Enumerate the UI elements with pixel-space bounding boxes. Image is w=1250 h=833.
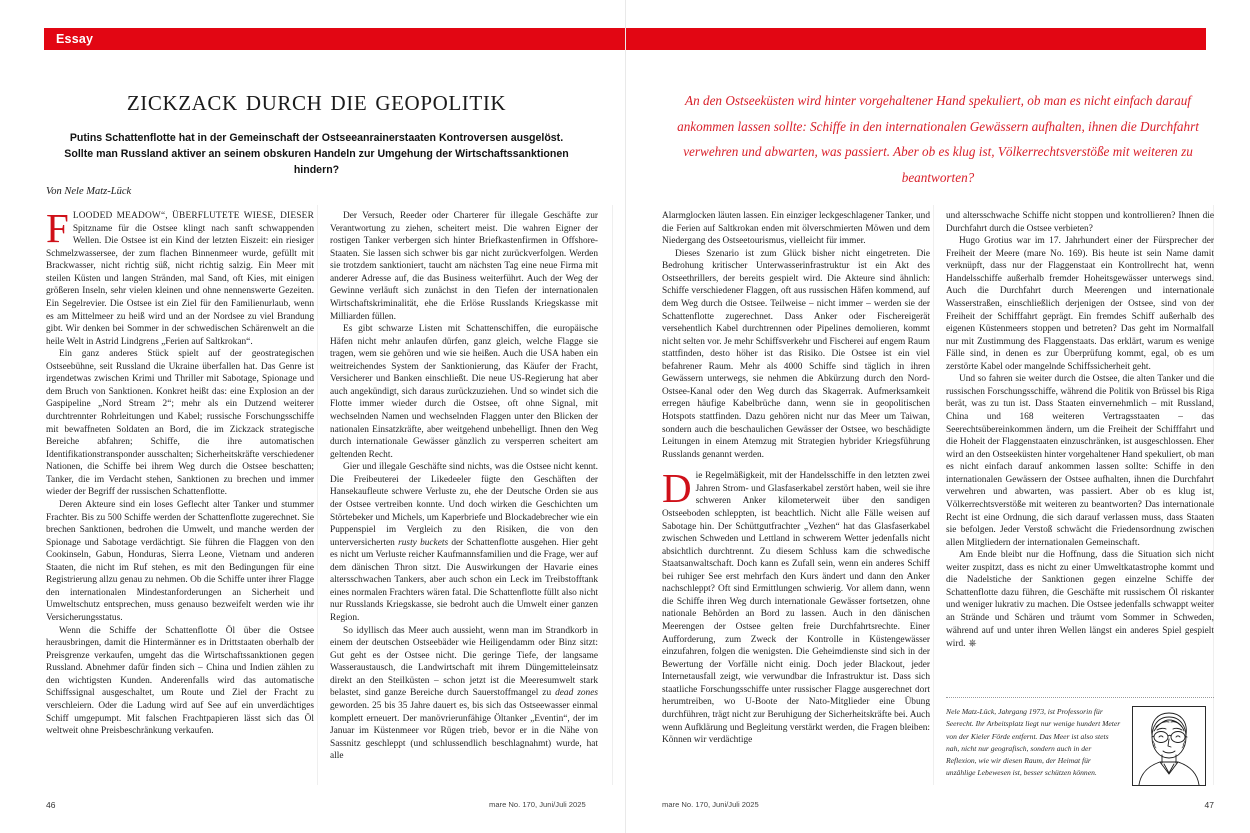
paragraph: Alarmglocken läuten lassen. Ein einziger leckgeschlagener Tanker, und die Ferien auf Saltkrokan enden mit ölverschmierten Möwen und dem Niedergang des Ostseetourismus, vielleicht für immer. (662, 211, 930, 247)
text-column-3 (662, 210, 930, 785)
headline-block (44, 84, 589, 178)
drop-cap-d: D (662, 465, 692, 512)
text-column-2 (330, 210, 598, 785)
paragraph-text: sandigen Ostseeboden schleppten, ist beachtlich. Nicht alle Fälle weisen auf Sabotage hin. Der Schüttgutfrachter „Vezhen“ hat das Glasfaserkabel zwischen Schweden und Lettland in schwerem Wetter jedenfalls nicht absichtlich durchtrennt. Zu diesem Schluss kam die schwedische Staatsanwaltschaft. Doch kann es Zufall sein, wenn ein anderes Schiff bei ruhiger See erst mehrfach den Kurs ändert und dann den Anker nachschleppt? Oft sind Ermittlungen schwierig. Vor allem dann, wenn die Schiffe ihren Weg durch internationale Gewässer fortsetzen, ohne nationale Behörden an Bord zu lassen. Auch in den dänischen Meerengen der Ostsee gelten freie Durchfahrtsrechte. Einer Aufforderung, zum Zweck der Kontrolle in Küstengewässer einzufahren, folgen die wenigsten. Die Geheimdienste sind sich in der Bewertung der Vorfälle nicht einig. Doch jeder Blackout, jeder Internetausfall zeigt, wie verwundbar die Infrastruktur ist. Dass sich staatliche Forschungsschiffe unter russischer Flagge ausgerechnet dort herumtreiben, wo U-Boote der Nato-Mitglieder eine Übung durchführen, trägt nicht zur Beruhigung der Sicherheitskräfte bei. Auch wenn Aufklärung und Begleitung verstärkt werden, die Fragen bleiben: Können wir verdächtige (662, 496, 930, 746)
column-rule-3 (933, 205, 934, 785)
author-portrait (1132, 706, 1206, 786)
paragraph: Dieses Szenario ist zum Glück bisher nicht eingetreten. Die Bedrohung kritischer Unterwasserinfrastruktur ist ein Akt des Ostseethrillers, der bereits gespielt wird. Die Akteure sind ähnlich: Schiffe verschiedener Flaggen, oft aus russischen Häfen kommend, auf dem Weg durch die Ostsee. Teilweise – nicht immer – werden sie der Schattenflotte zugerechnet. Dass Anker oder Fischereigerät versehentlich Kabel durchtrennen oder Pipelines demolieren, kommt nicht selten vor. Je mehr Schiffsverkehr und Fischerei auf engem Raum stattfinden, desto höher ist das Risiko. Die Ostsee ist ein viel befahrener Raum. Mehr als 4000 Schiffe sind täglich in ihren Gewässern unterwegs, sie nehmen die Abkürzung durch den Nord-Ostsee-Kanal oder den Weg durch das Skagerrak. Aufmerksamkeit erregen häufige Kabelbrüche dann, wenn sie in geopolitischen Hotspots stattfinden. Dazu gehören nicht nur das Meer um Taiwan, sondern auch die beschaulichen Gewässer der Ostsee, wo beschädigte Leitungen in einem Atemzug mit Strategien hybrider Kriegsführung Russlands genannt werden. (662, 248, 930, 460)
folio-right: 47 (1204, 800, 1214, 810)
paragraph: Wenn die Schiffe der Schattenflotte Öl über die Ostsee herausbringen, damit die Hintermänner es in Drittstaaten oberhalb der Preisgrenze verkaufen, umgeht das die Wirtschaftssanktionen gegen Russland. Abnehmer dafür finden sich – China und Indien zählen zu den wichtigsten Kunden. Anderenfalls wird das automatische Schiffssignal ausgeschaltet, um Route und Ziel der Fracht zu verschleiern. Oder die Ladung wird auf See auf ein unverdächtiges Schiff umgepumpt. Mit falschen Frachtpapieren lässt sich das Öl weltweit ohne Preisbeschränkung verkaufen. (46, 625, 314, 737)
paragraph: und altersschwache Schiffe nicht stoppen und kontrollieren? Ihnen die Durchfahrt durch die Ostsee verbieten? (946, 211, 1214, 234)
bio-divider (946, 697, 1214, 698)
imprint-left: mare No. 170, Juni/Juli 2025 (489, 800, 586, 809)
paragraph (330, 625, 598, 763)
column-rule-2 (612, 205, 613, 785)
paragraph-text: Spitzname für die Ostsee klingt nach sanft schwappenden Wellen. Die Ostsee ist ein Kind der letzten Eiszeit: ein riesiger Schmelzwassersee, der zum flachen Binnenmeer wurde, gefüllt mit Brackwasser, nicht richtig süß, nicht richtig salzig. Ein Meer mit steilen Küsten und langen Stränden, mal Sand, oft Kies, mit einigen größeren Inseln, sehr vielen kleinen und ohne nennenswerte Gezeiten. Ein Segelrevier. Die Ostsee ist ein Ziel für den Familienurlaub, wenn es am Mittelmeer zu heiß wird und an der Nordsee zu viel Brandung gibt. Wir denken bei Sommer in der schwedischen Schärenwelt an die heile Welt in Astrid Lindgrens „Ferien auf Saltkrokan“. (46, 223, 314, 347)
pull-quote: An den Ostseeküsten wird hinter vorgehaltener Hand spekuliert, ob man es nicht einfach darauf ankommen lassen sollte: Schiffe in den internationalen Gewässern aufhalten, ihnen die Durchfahrt verwehren und abwarten, was passiert. Aber ob es klug ist, Völkerrechtsverstöße mit weiteren zu beantworten? (677, 93, 1199, 186)
rubric-label: Essay (56, 32, 94, 46)
standfirst-line-1: Putins Schattenflotte hat in der Gemeinschaft der Ostseeanrainerstaaten Kontroversen ausgelöst. (69, 132, 564, 144)
paragraph: Hugo Grotius war im 17. Jahrhundert einer der Fürsprecher der Freiheit der Meere (mare No. 169). Bis heute ist sein Name damit verknüpft, dass nur der Flaggenstaat ein Kontrollrecht hat, wenn Handelsschiffe außerhalb fremder Hoheitsgewässer unterwegs sind. Auch die Durchfahrt durch Meerengen und internationale Wasserstraßen, einschließlich derjenigen der Ostsee, sind von der Freiheit der Schifffahrt geprägt. Ein fremdes Schiff außerhalb des eigenen Küstenmeers stoppen und betreten? Das geht im Normalfall nur mit Zustimmung des Flaggenstaats. Das erklärt, warum es wenige Fälle sind, in denen es zur Überprüfung kommt, egal, ob es um zerstörte Kabel oder mangelnde Schiffssicherheit geht. (946, 236, 1214, 372)
column-rule-1 (317, 205, 318, 785)
italic-term: dead zones (555, 688, 598, 699)
paragraph: Es gibt schwarze Listen mit Schattenschiffen, die europäische Häfen nicht mehr anlaufen dürfen, ganz gleich, welche Flagge sie tragen, wem sie gehören und wie sie heißen. Auch die USA haben ein weitreichendes System der Sanktionierung, das Käufer der Fracht, Versicherer und Banken einschließt. Die neue US-Regierung hat aber auch angekündigt, sich daraus zurückzuziehen. Und so windet sich die Flotte immer wieder durch die Ostsee, oft ohne Signal, mit wechselnden Namen und wechselnden Flaggen unter den Blicken der nationalen Einsatzkräfte, aber weitgehend unbehelligt. Ihnen den Weg durch internationale Gewässer gänzlich zu versperren scheitert am geltenden Recht. (330, 324, 598, 460)
page-gutter (625, 0, 626, 833)
paragraph-text: geworden. 25 bis 35 Jahre dauert es, bis sich das Ostseewasser einmal komplett erneuert. Der manövrierunfähige Öltanker „Eventin“, der im Januar im Küstenmeer vor Rügen trieb, bevor er in die Nähe von Sassnitz geschleppt (und schlussendlich beschlagnahmt) wurde, hat alle (330, 700, 598, 762)
paragraph-text: So idyllisch das Meer auch aussieht, wenn man im Strandkorb in einem der deutschen Ostseebäder wie Heiligendamm oder Binz sitzt: Gut geht es der Ostsee nicht. Die geringe Tiefe, der langsame Wasseraustausch, die Landwirtschaft mit ihrem Düngemitteleinsatz direkt an den Steilküsten – schon jetzt ist die Meeresumwelt stark belastet, sind ganze Bereiche durch Sauerstoffmangel zu (330, 625, 598, 699)
paragraph-text: ie Regelmäßigkeit, mit der Handelsschiffe in den letzten zwei Jahren Strom- und Glasfaserkabel zerstört haben, weil sie ihre schweren Anker kilometerweit über den (695, 471, 930, 507)
paragraph-text: Gier und illegale Geschäfte sind nichts, was die Ostsee nicht kennt. Die Freibeuterei der Likedeeler fügte den Geschäften der Hansekaufleute schwere Verluste zu, ehe der Deutsche Orden sie aus der Ostsee vertreiben konnte. Und doch wirken die Geschichten um Störtebeker und Michels, um Kaperbriefe und Blockadebrecher wie ein Puppenspiel im Vergleich zu den Risiken, die von den unterversicherten (330, 462, 598, 548)
paragraph: Der Versuch, Reeder oder Charterer für illegale Geschäfte zur Verantwortung zu ziehen, scheitert meist. Die wahren Eigner der rostigen Tanker verbergen sich hinter Briefkastenfirmen in Offshore-Staaten. Sie lassen sich schwer bis gar nicht zurückverfolgen. Werden sie trotzdem sanktioniert, taucht am nächsten Tag eine neue Firma mit anderer Adresse auf, die das Business weiterführt. Auch der Weg der Gewinne verläuft sich zunächst in den Tiefen der internationalen Wirtschaftskriminalität, ehe die Erlöse Russlands Kriegskasse mit Milliarden füllen. (330, 211, 598, 322)
text-column-4 (946, 210, 1214, 710)
paragraph: Deren Akteure sind ein loses Geflecht alter Tanker und stummer Frachter. Bis zu 500 Schiffe werden der Schattenflotte zugerechnet. Sie brechen Sanktionen, bedrohen die Umwelt, und manche werden der Spionage und Sabotage verdächtigt. Sie führen die Flaggen von den Cookinseln, Gabun, Honduras, Sierra Leone, Vietnam und anderen Staaten, die nicht im Ruf stehen, es mit den Bedingungen für eine Registrierung allzu genau zu nehmen. Ob die Schiffe unter ihrer Flagge den internationalen Mindestanforderungen an Sicherheit und Umweltschutz entsprechen, muss genauso bezweifelt werden wie ihr Versicherungsstatus. (46, 499, 314, 623)
end-of-article-glyph: ⎈ (968, 638, 977, 650)
imprint-right: mare No. 170, Juni/Juli 2025 (662, 800, 759, 809)
author-bio (946, 706, 1214, 786)
paragraph: Und so fahren sie weiter durch die Ostsee, die alten Tanker und die russischen Forschungsschiffe, während die Politik von Brüssel bis Riga berät, was zu tun ist. Dass Staaten einvernehmlich – mit Russland, China und 168 weiteren Vertragsstaaten – das Seerechtsübereinkommen ändern, um die Freiheit der Schifffahrt und die Hoheit der Flaggenstaaten einzuschränken, ist ausgeschlossen. Eher wird an den Ostseeküsten hinter vorgehaltener Hand spekuliert, ob man es nicht einfach darauf ankommen lassen sollte: Schiffe in den internationalen Gewässern der Ostsee aufhalten, ihnen die Durchfahrt verwehren und abwarten, was passiert. Aber ob es klug ist, Völkerrechtsverstöße mit weiteren zu beantworten? Das internationale Recht ist eine Ordnung, die sich darauf verlassen muss, dass Staaten sie befolgen. Jeder Verstoß schwächt die Friedensordnung zwischen allen Mitgliedern der internationalen Gemeinschaft. (946, 374, 1214, 548)
italic-term: rusty buckets (398, 537, 449, 548)
paragraph: Ein ganz anderes Stück spielt auf der geostrategischen Ostseebühne, seit Russland die Ukraine überfallen hat. Das Genre ist irgendetwas zwischen Krimi und Thriller mit Sabotage, Spionage und dem Bruch von Sanktionen. Konkret heißt das: eine Explosion an der Gaspipeline „Nord Stream 2“; mehr als ein Dutzend weiterer durchtrennter Rohrleitungen und Kabel; russische Forschungsschiffe mit bewaffneten Soldaten an Bord, die im Zickzack strategische Bereiche abfahren; Schiffe, die ihre automatischen Identifikationstransponder ausschalten; Sicherheitskräfte verschiedener Nationen, die Schiffe bei ihrem Weg durch die Ostsee beschatten; Tanker, die im Verdacht stehen, Sanktionen zu brechen und immer wieder der Begriff der russischen Schattenflotte. (46, 349, 314, 498)
paragraph (46, 205, 314, 348)
paragraph-text: der Schattenflotte ausgehen. Hier geht es nicht um Verluste reicher Kaufmannsfamilien und die Frage, wer auf dem dänischen Thron sitzt. Die Auswirkungen der Havarie eines altersschwachen Tankers, aber auch schon ein Leck im Treibstofftank eines normalen Frachters wären fatal. Die Schattenflotte füllt also nicht nur Russlands Kriegskasse, sie bedroht auch die Umwelt einer ganzen Region. (330, 537, 598, 623)
lead-smallcaps: LOODED MEADOW“, ÜBERFLUTETE WIESE, DIESER (72, 211, 314, 221)
paragraph (946, 549, 1214, 651)
text-column-1 (46, 205, 314, 785)
portrait-illustration (1133, 707, 1205, 785)
byline: Von Nele Matz-Lück (46, 186, 132, 197)
paragraph-text: Am Ende bleibt nur die Hoffnung, dass die Situation sich nicht weiter zuspitzt, dass es nicht zu einer Umweltkatastrophe kommt und die Nadelstiche der Sanktionen gegen einzelne Schiffe der Schattenflotte dazu führen, die Geschäfte mit russischem Öl riskanter und weniger lukrativ zu machen. Die Ostsee jedenfalls schwappt weiter an Strände und Schären und träumt vom Sommer in Schweden, während auf und unter ihren Wellen längst ein anderes Spiel gespielt wird. (946, 550, 1214, 650)
page-title: zickzack durch die geopolitik (126, 84, 507, 117)
paragraph (662, 465, 930, 746)
standfirst-line-2: Sollte man Russland aktiver an seinem obskuren Handeln zur Umgehung der Wirtschaftssanktionen hindern? (64, 148, 569, 177)
author-bio-text: Nele Matz-Lück, Jahrgang 1973, ist Professorin für Seerecht. Ihr Arbeitsplatz liegt nur wenige hundert Meter von der Kieler Förde entfernt. Das Meer ist also stets nah, nicht nur geografisch, sondern auch in der Reflexion, wie wir diesen Raum, der Heimat für unzählige Lebewesen ist, besser schützen können. (946, 707, 1121, 778)
folio-left: 46 (46, 800, 56, 810)
paragraph (330, 461, 598, 624)
drop-cap-f: F (46, 205, 69, 251)
